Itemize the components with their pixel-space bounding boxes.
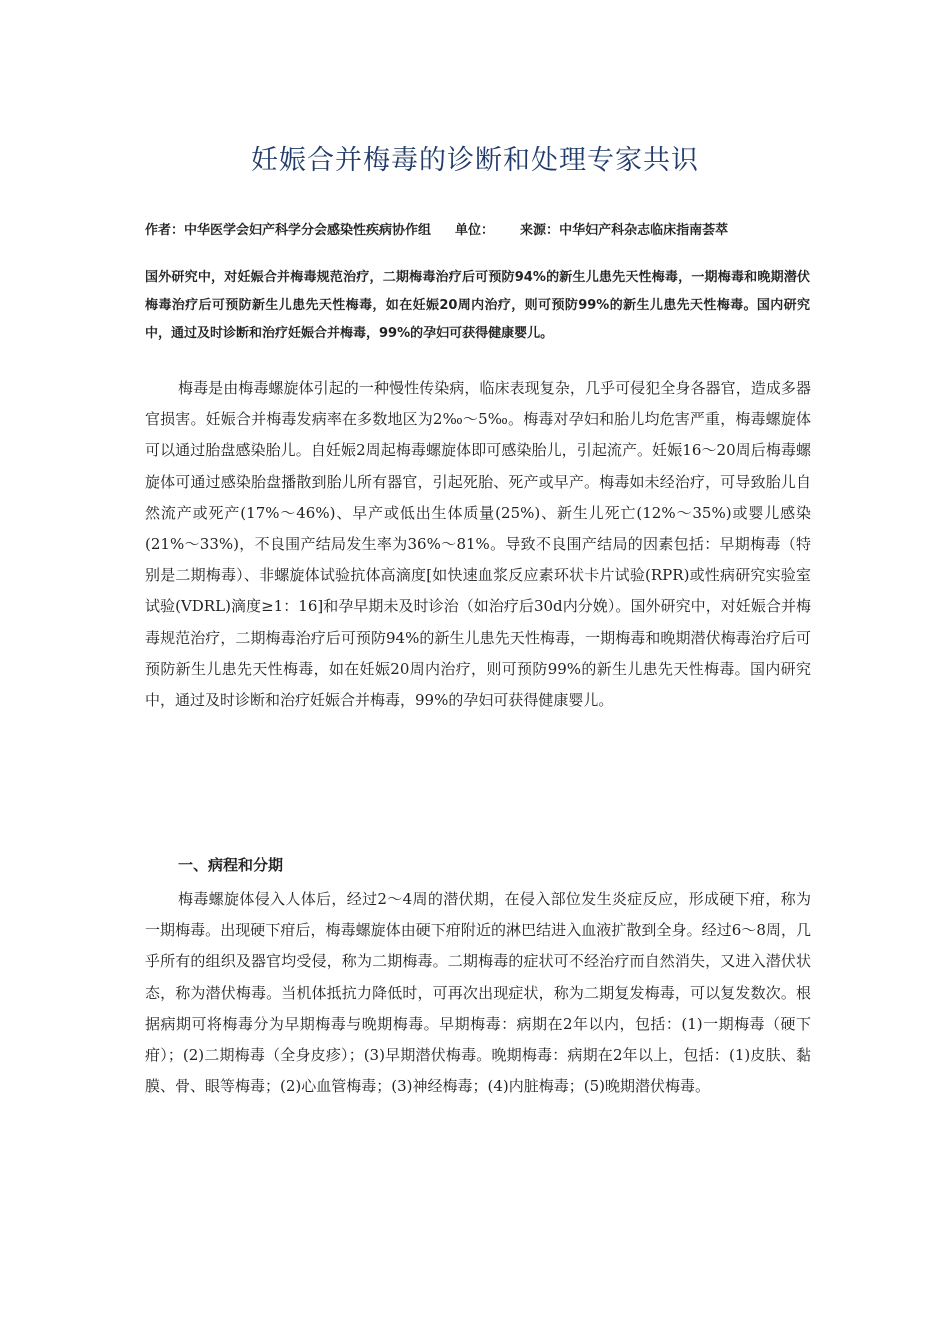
- abstract-paragraph: 国外研究中，对妊娠合并梅毒规范治疗，二期梅毒治疗后可预防94%的新生儿患先天性梅毒，一期梅毒和晚期潜伏梅毒治疗后可预防新生儿患先天性梅毒，如在妊娠20周内治疗，则可预防99%的新生儿患先天性梅毒。国内研究中，通过及时诊断和治疗妊娠合并梅毒，99%的孕妇可获得健康婴儿。: [145, 270, 810, 341]
- section-heading: 一、病程和分期: [178, 856, 284, 874]
- section-paragraph: 梅毒螺旋体侵入人体后，经过2～4周的潜伏期，在侵入部位发生炎症反应，形成硬下疳，称为一期梅毒。出现硬下疳后，梅毒螺旋体由硬下疳附近的淋巴结进入血液扩散到全身。经过6～8周，几乎所有的组织及器官均受侵，称为二期梅毒。二期梅毒的症状可不经治疗而自然消失，又进入潜伏状态，称为潜伏梅毒。当机体抵抗力降低时，可再次出现症状，称为二期复发梅毒，可以复发数次。根据病期可将梅毒分为早期梅毒与晚期梅毒。早期梅毒：病期在2年以内，包括：(1)一期梅毒（硬下疳）；(2)二期梅毒（全身皮疹）；(3)早期潜伏梅毒。晚期梅毒：病期在2年以上，包括：(1)皮肤、黏膜、骨、眼等梅毒；(2)心血管梅毒；(3)神经梅毒；(4)内脏梅毒；(5)晚期潜伏梅毒。: [145, 890, 811, 1096]
- document-meta-line: [145, 219, 825, 238]
- author-name: 中华医学会妇产科学分会感染性疾病协作组: [184, 223, 432, 238]
- intro-paragraph: 梅毒是由梅毒螺旋体引起的一种慢性传染病，临床表现复杂，几乎可侵犯全身各器官，造成多器官损害。妊娠合并梅毒发病率在多数地区为2‰～5‰。梅毒对孕妇和胎儿均危害严重，梅毒螺旋体可以通过胎盘感染胎儿。自妊娠2周起梅毒螺旋体即可感染胎儿，引起流产。妊娠16～20周后梅毒螺旋体可通过感染胎盘播散到胎儿所有器官，引起死胎、死产或早产。梅毒如未经治疗，可导致胎儿自然流产或死产(17%～46%)、早产或低出生体质量(25%)、新生儿死亡(12%～35%)或婴儿感染(21%～33%)，不良围产结局发生率为36%～81%。导致不良围产结局的因素包括：早期梅毒（特别是二期梅毒）、非螺旋体试验抗体高滴度[如快速血浆反应素环状卡片试验(RPR)或性病研究实验室试验(VDRL)滴度≥1：16]和孕早期未及时诊治（如治疗后30d内分娩）。国外研究中，对妊娠合并梅毒规范治疗，二期梅毒治疗后可预防94%的新生儿患先天性梅毒，一期梅毒和晚期潜伏梅毒治疗后可预防新生儿患先天性梅毒，如在妊娠20周内治疗，则可预防99%的新生儿患先天性梅毒。国内研究中，通过及时诊断和治疗妊娠合并梅毒，99%的孕妇可获得健康婴儿。: [145, 379, 811, 710]
- unit-label: 单位：: [455, 223, 495, 238]
- author-label: 作者：: [145, 223, 185, 238]
- document-title: 妊娠合并梅毒的诊断和处理专家共识: [251, 145, 699, 176]
- source-name: 中华妇产科杂志临床指南荟萃: [559, 223, 729, 238]
- source-label: 来源：: [520, 223, 560, 238]
